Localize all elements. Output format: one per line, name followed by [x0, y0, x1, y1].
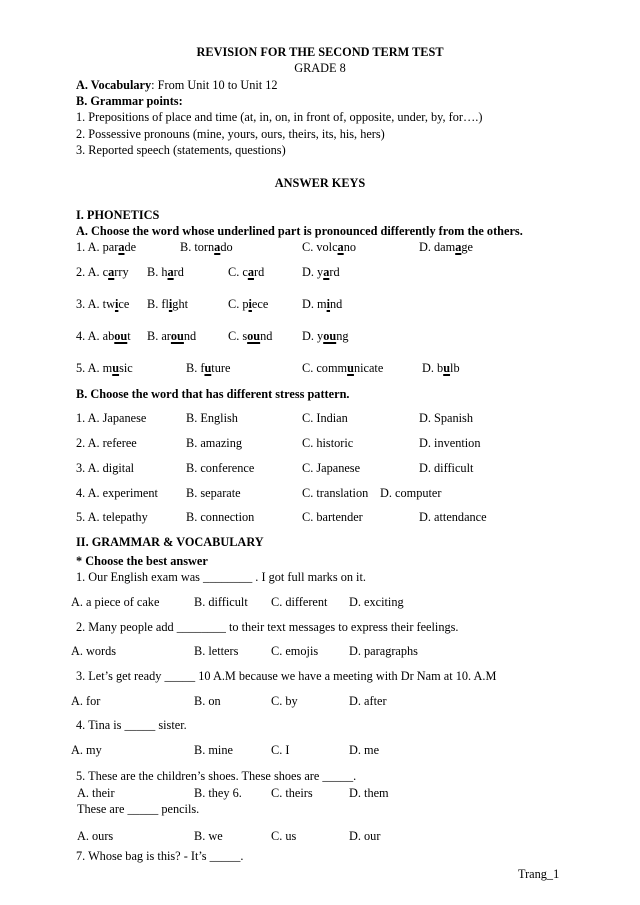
option-d: D. damage: [419, 240, 473, 254]
option-c: C. different: [271, 595, 328, 609]
option-a: A. a piece of cake: [71, 595, 160, 609]
option-d: D. invention: [419, 436, 481, 450]
option-b: B. conference: [186, 461, 255, 475]
option-a: A. words: [71, 644, 117, 658]
grammar-point-3: 3. Reported speech (statements, questions): [76, 143, 286, 157]
option-c: C. piece: [228, 297, 269, 311]
option-a: 4. A. about: [76, 329, 131, 343]
option-d: D. them: [349, 786, 389, 800]
question-1: 1. Our English exam was ________ . I got full marks on it.: [76, 570, 366, 584]
option-a: A. for: [71, 694, 101, 708]
question-6: These are _____ pencils.: [77, 802, 200, 816]
option-a: 5. A. telepathy: [76, 510, 148, 524]
vocabulary-text: : From Unit 10 to Unit 12: [151, 78, 278, 92]
option-a: 2. A. referee: [76, 436, 137, 450]
option-c: C. us: [271, 829, 297, 843]
option-a: 4. A. experiment: [76, 486, 158, 500]
option-a: 1. A. parade: [76, 240, 137, 254]
grammar-point-2: 2. Possessive pronouns (mine, yours, ours, theirs, its, his, hers): [76, 127, 385, 141]
option-d: D. difficult: [419, 461, 474, 475]
option-c: C. card: [228, 265, 265, 279]
option-c: C. historic: [302, 436, 354, 450]
phonetics-part-a-instruction: A. Choose the word whose underlined part is pronounced differently from the others.: [76, 224, 523, 238]
option-d: D. me: [349, 743, 380, 757]
option-d: D. bulb: [422, 361, 460, 375]
option-c: C. volcano: [302, 240, 356, 254]
grammar-heading: II. GRAMMAR & VOCABULARY: [76, 535, 264, 549]
answer-keys-title: ANSWER KEYS: [274, 176, 366, 190]
grammar-point-1: 1. Prepositions of place and time (at, in, on, in front of, opposite, under, by, for….): [76, 110, 483, 124]
option-b: B. separate: [186, 486, 241, 500]
option-d: D. young: [302, 329, 349, 343]
option-a: 2. A. carry: [76, 265, 129, 279]
option-c: C. Japanese: [302, 461, 361, 475]
option-b: B. hard: [147, 265, 184, 279]
option-d: D. exciting: [349, 595, 404, 609]
question-2: 2. Many people add ________ to their text messages to express their feelings.: [76, 620, 459, 634]
grammar-points-label: B. Grammar points:: [76, 94, 183, 108]
option-d: D. paragraphs: [349, 644, 418, 658]
question-4: 4. Tina is _____ sister.: [76, 718, 187, 732]
option-c: C. emojis: [271, 644, 319, 658]
phonetics-heading: I. PHONETICS: [76, 208, 160, 222]
option-b: B. around: [147, 329, 197, 343]
option-a: 3. A. digital: [76, 461, 135, 475]
option-c: C. sound: [228, 329, 273, 343]
option-b: B. letters: [194, 644, 239, 658]
vocabulary-line: [76, 78, 278, 93]
option-b: B. difficult: [194, 595, 248, 609]
option-b: B. amazing: [186, 436, 243, 450]
option-a: 3. A. twice: [76, 297, 130, 311]
option-b: B. flight: [147, 297, 189, 311]
phonetics-part-b-instruction: B. Choose the word that has different stress pattern.: [76, 387, 350, 401]
option-d: D. computer: [380, 486, 442, 500]
option-b: B. mine: [194, 743, 233, 757]
option-b: B. on: [194, 694, 221, 708]
question-5: 5. These are the children’s shoes. These shoes are _____.: [76, 769, 357, 783]
option-d: D. Spanish: [419, 411, 473, 425]
option-d: D. our: [349, 829, 381, 843]
option-c: C. bartender: [302, 510, 363, 524]
option-d: D. after: [349, 694, 387, 708]
option-a: A. their: [77, 786, 115, 800]
option-c: C. by: [271, 694, 298, 708]
option-d: D. mind: [302, 297, 343, 311]
grammar-subheading: * Choose the best answer: [76, 554, 208, 568]
vocabulary-label: A. Vocabulary: [76, 78, 152, 92]
option-c: C. theirs: [271, 786, 313, 800]
option-c: C. Indian: [302, 411, 348, 425]
option-c: C. communicate: [302, 361, 384, 375]
page-footer: Trang_1: [518, 867, 560, 881]
option-a: 1. A. Japanese: [76, 411, 147, 425]
option-d: D. yard: [302, 265, 340, 279]
option-b: B. English: [186, 411, 238, 425]
option-c: C. I: [271, 743, 290, 757]
option-b: B. future: [186, 361, 231, 375]
grade-label: GRADE 8: [294, 61, 346, 75]
option-b: B. they 6.: [194, 786, 242, 800]
option-b: B. tornado: [180, 240, 233, 254]
option-b: B. we: [194, 829, 223, 843]
option-d: D. attendance: [419, 510, 487, 524]
document-title: REVISION FOR THE SECOND TERM TEST: [196, 45, 444, 59]
question-7: 7. Whose bag is this? - It’s _____.: [76, 849, 244, 863]
option-a: 5. A. music: [76, 361, 133, 375]
option-c: C. translation: [302, 486, 369, 500]
option-b: B. connection: [186, 510, 255, 524]
option-a: A. ours: [77, 829, 114, 843]
question-3: 3. Let’s get ready _____ 10 A.M because we have a meeting with Dr Nam at 10. A.M: [76, 669, 497, 683]
option-a: A. my: [71, 743, 102, 757]
